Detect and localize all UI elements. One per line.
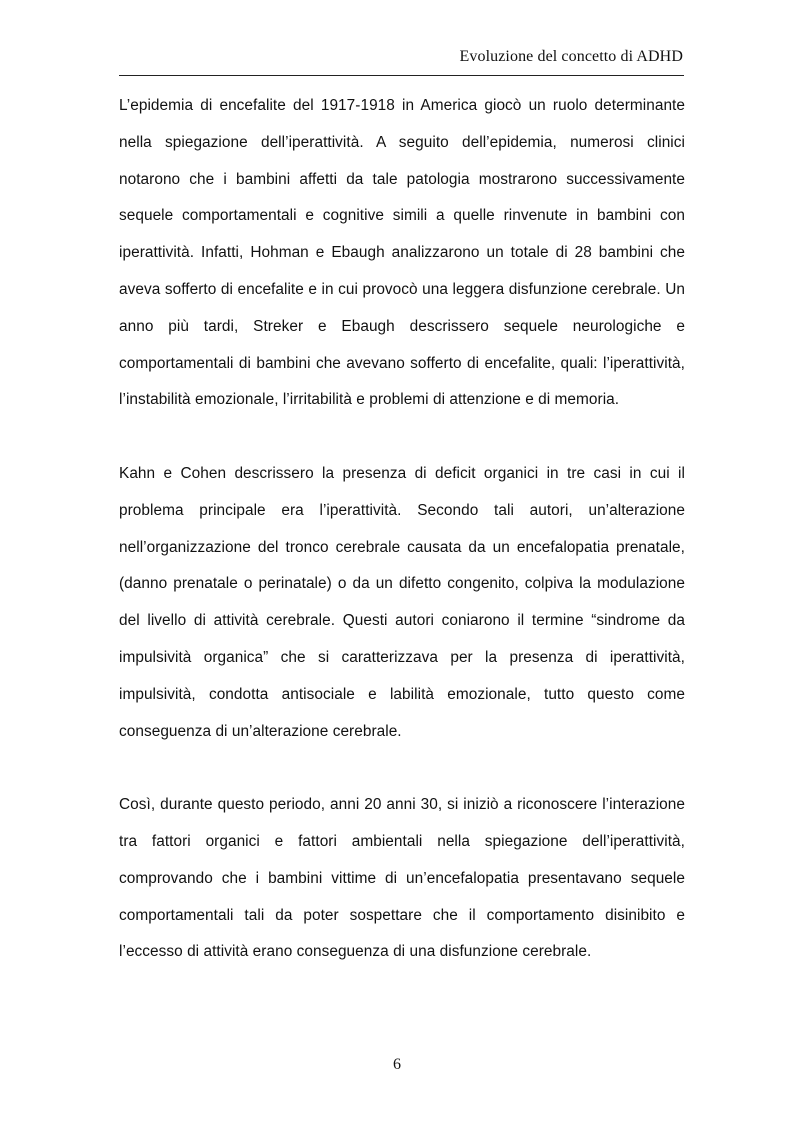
header-rule	[119, 75, 684, 76]
paragraph-2: Kahn e Cohen descrissero la presenza di deficit organici in tre casi in cui il problema principale era l’iperattività. Secondo tali autori, un’alterazione nell’organizzazione del tronco cerebrale causata da un encefalopatia prenatale, (danno prenatale o perinatale) o da un difetto congenito, colpiva la modulazione del livello di attività cerebrale. Questi autori coniarono il termine “sindrome da impulsività organica” che si caratterizzava per la presenza di iperattività, impulsività, condotta antisociale e labilità emozionale, tutto questo come conseguenza di un’alterazione cerebrale.	[119, 464, 685, 740]
paragraph-1: L’epidemia di encefalite del 1917-1918 in America giocò un ruolo determinante nella spiegazione dell’iperattività. A seguito dell’epidemia, numerosi clinici notarono che i bambini affetti da tale patologia mostrarono successivamente sequele comportamentali e cognitive simili a quelle rinvenute in bambini con iperattività. Infatti, Hohman e Ebaugh analizzarono un totale di 28 bambini che aveva sofferto di encefalite e in cui provocò una leggera disfunzione cerebrale. Un anno più tardi, Streker e Ebaugh descrissero sequele neurologiche e comportamentali di bambini che avevano sofferto di encefalite, quali: l’iperattività, l’instabilità emozionale, l’irritabilità e problemi di attenzione e di memoria.	[119, 97, 685, 409]
page-number: 6	[393, 1056, 401, 1073]
paragraph-3: Così, durante questo periodo, anni 20 anni 30, si iniziò a riconoscere l’interazione tra fattori organici e fattori ambientali nella spiegazione dell’iperattività, comprovando che i bambini vittime di un’encefalopatia presentavano sequele comportamentali tali da poter sospettare che il comportamento disinibito e l’eccesso di attività erano conseguenza di una disfunzione cerebrale.	[119, 796, 685, 961]
running-header: Evoluzione del concetto di ADHD	[459, 48, 683, 65]
body-text	[119, 88, 685, 971]
